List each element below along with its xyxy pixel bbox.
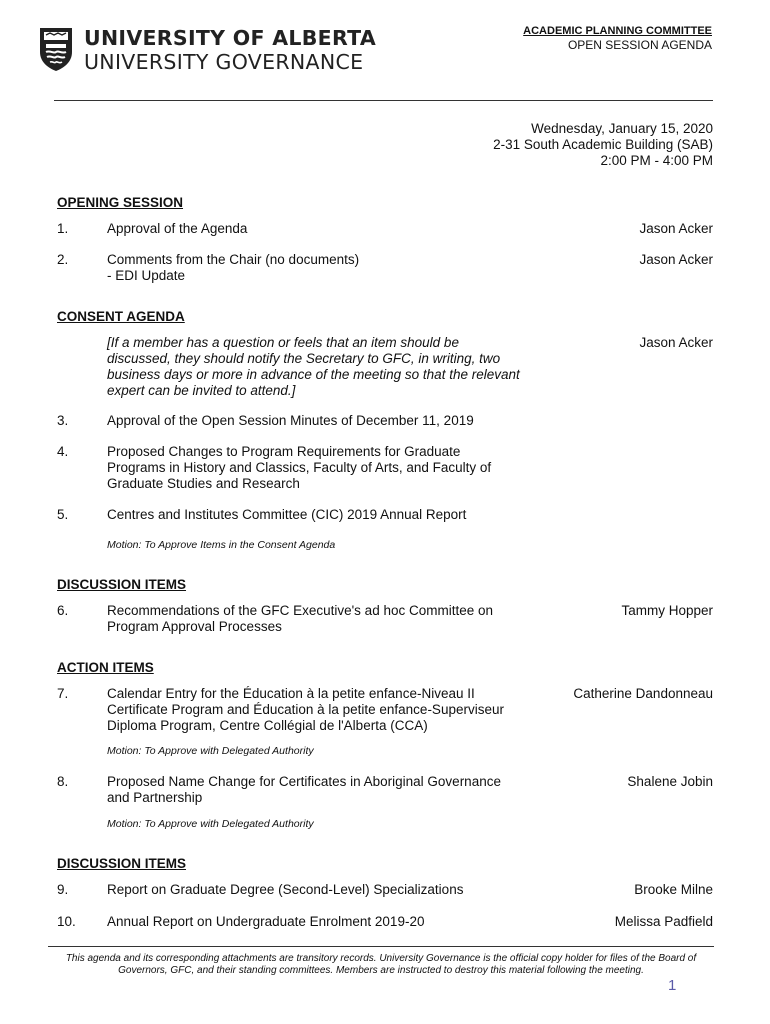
item-presenter: Jason Acker (639, 335, 713, 350)
footer-note: This agenda and its corresponding attachments are transitory records. University Governance is the official copy holder for files of the Board of Governors, GFC, and their standing committees. Members are instructed to destroy this material following the meeting. (65, 953, 697, 976)
item-title: Proposed Name Change for Certificates in Aboriginal Governance and Partnership (107, 774, 501, 805)
item-number: 6. (57, 603, 69, 618)
meeting-time: 2:00 PM - 4:00 PM (600, 153, 713, 168)
item-title: Approval of the Agenda (107, 221, 248, 236)
item-subtitle: - EDI Update (107, 268, 186, 283)
item-presenter: Melissa Padfield (614, 914, 713, 929)
office-name: UNIVERSITY GOVERNANCE (84, 50, 364, 74)
university-name: UNIVERSITY OF ALBERTA (84, 26, 376, 50)
section-discussion: DISCUSSION ITEMS (57, 856, 187, 871)
item-title: Calendar Entry for the Éducation à la petite enfance-Niveau II Certificate Program and Éducation à la petite enfance-Superviseur Diploma Program, Centre Collégial de l'Alberta (CCA) (107, 686, 504, 733)
page-number: 1 (668, 977, 677, 994)
header-divider (54, 100, 713, 101)
item-number: 4. (57, 444, 69, 459)
item-title: Annual Report on Undergraduate Enrolment 2019-20 (107, 914, 425, 929)
section-action: ACTION ITEMS (57, 660, 154, 675)
item-presenter: Tammy Hopper (621, 603, 713, 618)
university-crest-icon (38, 26, 74, 72)
item-title: Approval of the Open Session Minutes of December 11, 2019 (107, 413, 474, 428)
section-consent: CONSENT AGENDA (57, 309, 185, 324)
item-number: 8. (57, 774, 69, 789)
committee-name: ACADEMIC PLANNING COMMITTEE (523, 25, 712, 37)
motion-text: Motion: To Approve with Delegated Authority (107, 745, 314, 757)
section-opening: OPENING SESSION (57, 195, 184, 210)
item-number: 9. (57, 882, 69, 897)
item-title: Comments from the Chair (no documents) (107, 252, 360, 267)
item-number: 1. (57, 221, 69, 236)
section-discussion: DISCUSSION ITEMS (57, 577, 187, 592)
motion-text: Motion: To Approve Items in the Consent Agenda (107, 539, 336, 551)
item-title: Recommendations of the GFC Executive's ad hoc Committee on Program Approval Processes (107, 603, 494, 634)
item-presenter: Catherine Dandonneau (573, 686, 713, 701)
item-number: 3. (57, 413, 69, 428)
item-title: Proposed Changes to Program Requirements for Graduate Programs in History and Classics, Faculty of Arts, and Faculty of Graduate Studies and Research (107, 444, 492, 491)
meeting-date: Wednesday, January 15, 2020 (531, 121, 713, 136)
item-number: 10. (57, 914, 76, 929)
item-number: 7. (57, 686, 69, 701)
item-presenter: Shalene Jobin (627, 774, 713, 789)
item-presenter: Brooke Milne (634, 882, 713, 897)
consent-note: [If a member has a question or feels that an item should be discussed, they should notify the Secretary to GFC, in writing, two business days or more in advance of the meeting so that the relevant expert can be invited to attend.] (107, 335, 520, 398)
footer-divider (48, 946, 714, 947)
motion-text: Motion: To Approve with Delegated Authority (107, 818, 314, 830)
item-number: 2. (57, 252, 69, 267)
item-presenter: Jason Acker (639, 221, 713, 236)
agenda-type: OPEN SESSION AGENDA (567, 38, 712, 52)
meeting-location: 2-31 South Academic Building (SAB) (493, 137, 713, 152)
item-presenter: Jason Acker (639, 252, 713, 267)
item-title: Centres and Institutes Committee (CIC) 2019 Annual Report (107, 507, 467, 522)
item-number: 5. (57, 507, 69, 522)
item-title: Report on Graduate Degree (Second-Level) Specializations (107, 882, 464, 897)
